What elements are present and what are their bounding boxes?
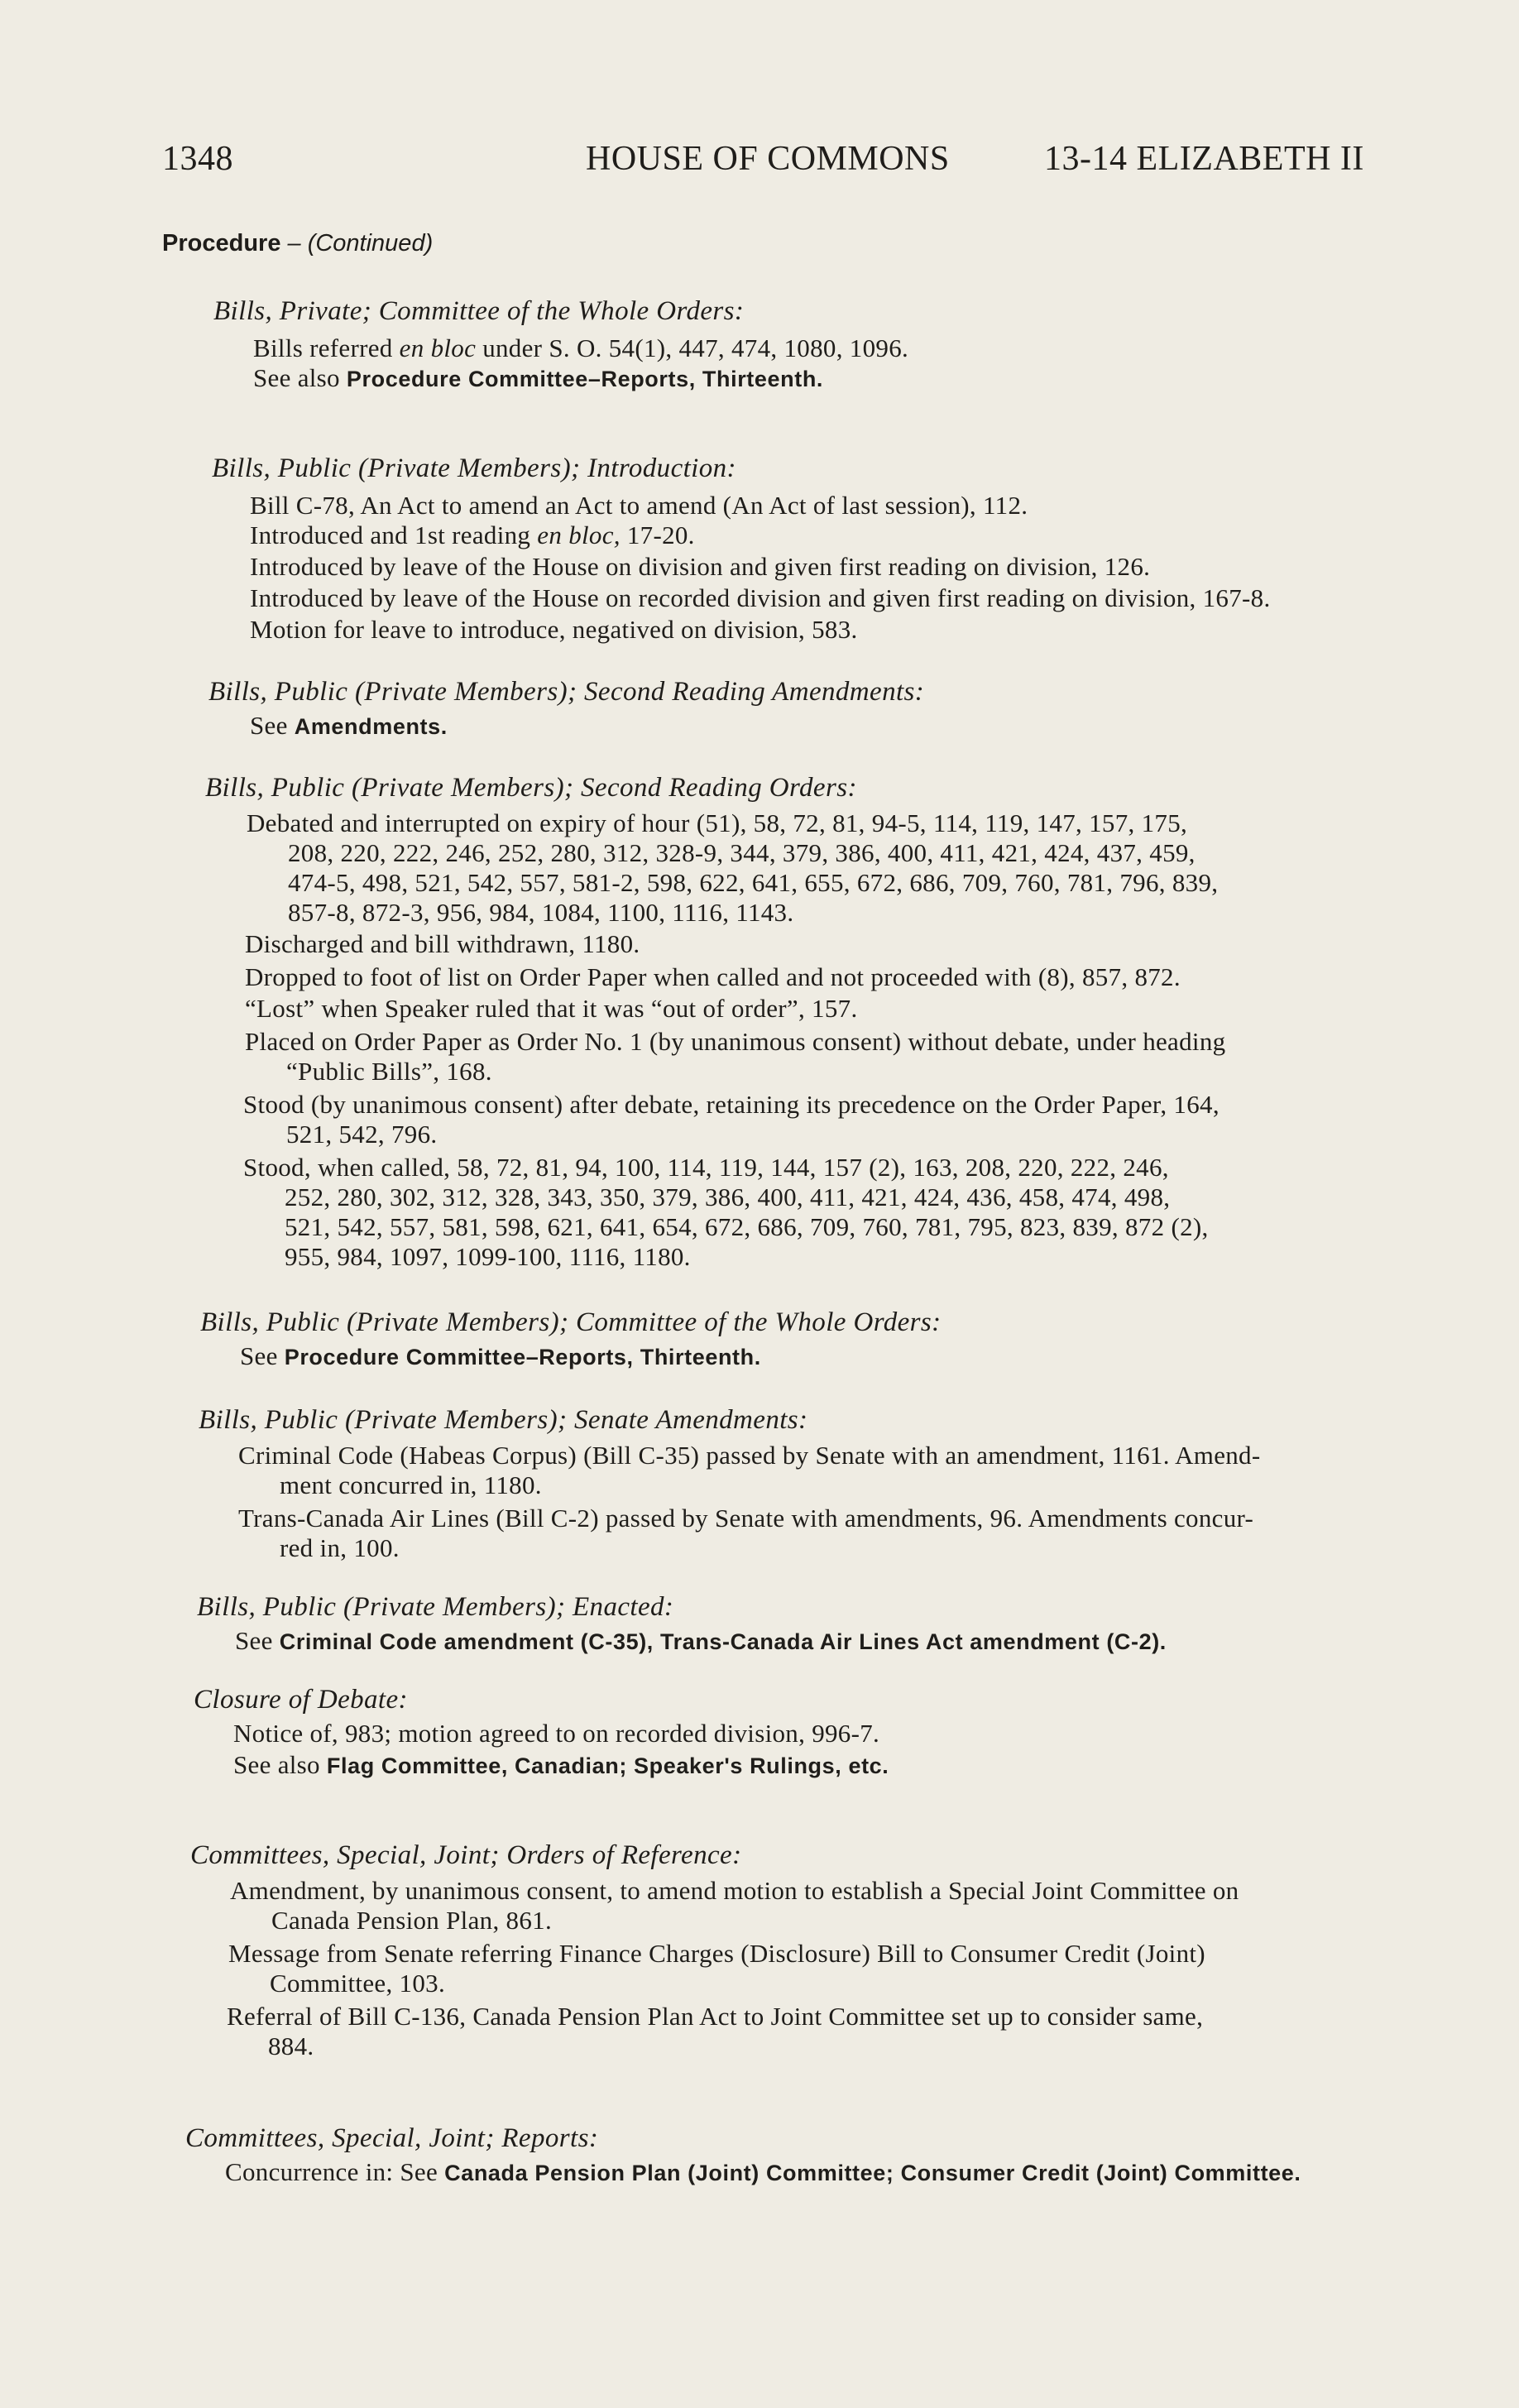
subheading-bills-private-cow: Bills, Private; Committee of the Whole Orders:: [213, 296, 745, 326]
entry-line: “Lost” when Speaker ruled that it was “out of order”, 157.: [245, 994, 858, 1023]
entry-line: Amendment, by unanimous consent, to amend motion to establish a Special Joint Committee on: [230, 1876, 1239, 1905]
entry-line: Bill C-78, An Act to amend an Act to amend (An Act of last session), 112.: [250, 491, 1028, 520]
entry-line: Dropped to foot of list on Order Paper when called and not proceeded with (8), 857, 872.: [245, 962, 1181, 991]
entry-line: Introduced by leave of the House on recorded division and given first reading on division, 167-8.: [250, 583, 1271, 612]
entry-line: Bills referred en bloc under S. O. 54(1), 447, 474, 1080, 1096.: [253, 333, 909, 362]
see-line: Concurrence in: See Canada Pension Plan (Joint) Committee; Consumer Credit (Joint) Committee.: [225, 2157, 1301, 2186]
entry-line: 955, 984, 1097, 1099-100, 1116, 1180.: [285, 1242, 691, 1271]
entry-line: ment concurred in, 1180.: [280, 1470, 542, 1499]
entry-line: 857-8, 872-3, 956, 984, 1084, 1100, 1116, 1143.: [288, 898, 794, 927]
entry-line: 208, 220, 222, 246, 252, 280, 312, 328-9, 344, 379, 386, 400, 411, 421, 424, 437, 459,: [288, 838, 1196, 867]
reign-label: 13-14 ELIZABETH II: [1044, 140, 1364, 178]
entry-line: red in, 100.: [280, 1533, 400, 1562]
entry-line: Committee, 103.: [270, 1969, 446, 1998]
entry-line: 252, 280, 302, 312, 328, 343, 350, 379, 386, 400, 411, 421, 424, 436, 458, 474, 498,: [285, 1182, 1171, 1211]
entry-line: Introduced and 1st reading en bloc, 17-20.: [250, 520, 695, 549]
cross-reference: Criminal Code amendment (C-35), Trans-Canada Air Lines Act amendment (C-2).: [279, 1629, 1167, 1654]
see-also-line: See also Procedure Committee–Reports, Thirteenth.: [253, 363, 824, 392]
cross-reference: Flag Committee, Canadian; Speaker's Rulings, etc.: [326, 1753, 889, 1778]
section-heading: [162, 230, 433, 257]
see-also-line: See also Flag Committee, Canadian; Speaker's Rulings, etc.: [233, 1750, 889, 1779]
cross-reference: Procedure Committee–Reports, Thirteenth.: [284, 1345, 761, 1369]
entry-line: Placed on Order Paper as Order No. 1 (by unanimous consent) without debate, under heading: [245, 1027, 1226, 1056]
section-heading-text: Procedure: [162, 230, 281, 257]
continued-label: – (Continued): [280, 230, 434, 257]
cross-reference: Amendments.: [294, 714, 448, 739]
page-header: [0, 139, 1519, 189]
subheading-enacted: Bills, Public (Private Members); Enacted:: [197, 1592, 674, 1622]
entry-line: “Public Bills”, 168.: [286, 1057, 492, 1086]
see-line: See Amendments.: [250, 711, 448, 740]
cross-reference: Canada Pension Plan (Joint) Committee; Consumer Credit (Joint) Committee.: [444, 2161, 1301, 2185]
entry-line: Trans-Canada Air Lines (Bill C-2) passed by Senate with amendments, 96. Amendments concur-: [238, 1504, 1254, 1533]
subheading-orders-of-reference: Committees, Special, Joint; Orders of Reference:: [190, 1840, 742, 1870]
entry-line: Introduced by leave of the House on division and given first reading on division, 126.: [250, 552, 1151, 581]
running-title: HOUSE OF COMMONS: [586, 140, 950, 178]
subheading-joint-reports: Committees, Special, Joint; Reports:: [185, 2123, 599, 2153]
entry-line: Motion for leave to introduce, negatived on division, 583.: [250, 615, 858, 644]
entry-line: 474-5, 498, 521, 542, 557, 581-2, 598, 622, 641, 655, 672, 686, 709, 760, 781, 796, 839,: [288, 868, 1219, 897]
entry-line: 884.: [268, 2031, 314, 2060]
entry-line: Debated and interrupted on expiry of hour (51), 58, 72, 81, 94-5, 114, 119, 147, 157, 175,: [247, 808, 1188, 837]
entry-line: Criminal Code (Habeas Corpus) (Bill C-35) passed by Senate with an amendment, 1161. Amend-: [238, 1441, 1261, 1470]
see-line: See Procedure Committee–Reports, Thirteenth.: [240, 1341, 761, 1370]
entry-line: 521, 542, 796.: [286, 1120, 438, 1149]
entry-line: Canada Pension Plan, 861.: [271, 1906, 552, 1935]
subheading-introduction: Bills, Public (Private Members); Introduction:: [212, 453, 736, 483]
subheading-senate-amendments: Bills, Public (Private Members); Senate Amendments:: [199, 1405, 808, 1435]
cross-reference: Procedure Committee–Reports, Thirteenth.: [346, 367, 824, 391]
entry-line: Stood (by unanimous consent) after debate, retaining its precedence on the Order Paper, 164,: [243, 1090, 1220, 1119]
entry-line: Message from Senate referring Finance Charges (Disclosure) Bill to Consumer Credit (Joint): [228, 1939, 1205, 1968]
entry-line: Notice of, 983; motion agreed to on recorded division, 996-7.: [233, 1719, 880, 1748]
page-number: 1348: [162, 140, 233, 178]
entry-line: Referral of Bill C-136, Canada Pension Plan Act to Joint Committee set up to consider same,: [227, 2002, 1204, 2031]
subheading-private-members-cow: Bills, Public (Private Members); Committee of the Whole Orders:: [200, 1307, 942, 1337]
entry-line: Discharged and bill withdrawn, 1180.: [245, 929, 640, 958]
subheading-second-reading-orders: Bills, Public (Private Members); Second Reading Orders:: [205, 773, 857, 803]
subheading-second-reading-amendments: Bills, Public (Private Members); Second Reading Amendments:: [208, 677, 925, 707]
see-line: See Criminal Code amendment (C-35), Trans-Canada Air Lines Act amendment (C-2).: [235, 1626, 1167, 1655]
subheading-closure-of-debate: Closure of Debate:: [194, 1685, 408, 1715]
entry-line: Stood, when called, 58, 72, 81, 94, 100, 114, 119, 144, 157 (2), 163, 208, 220, 222, 246,: [243, 1153, 1169, 1182]
entry-line: 521, 542, 557, 581, 598, 621, 641, 654, 672, 686, 709, 760, 781, 795, 823, 839, 872 (2),: [285, 1212, 1209, 1241]
